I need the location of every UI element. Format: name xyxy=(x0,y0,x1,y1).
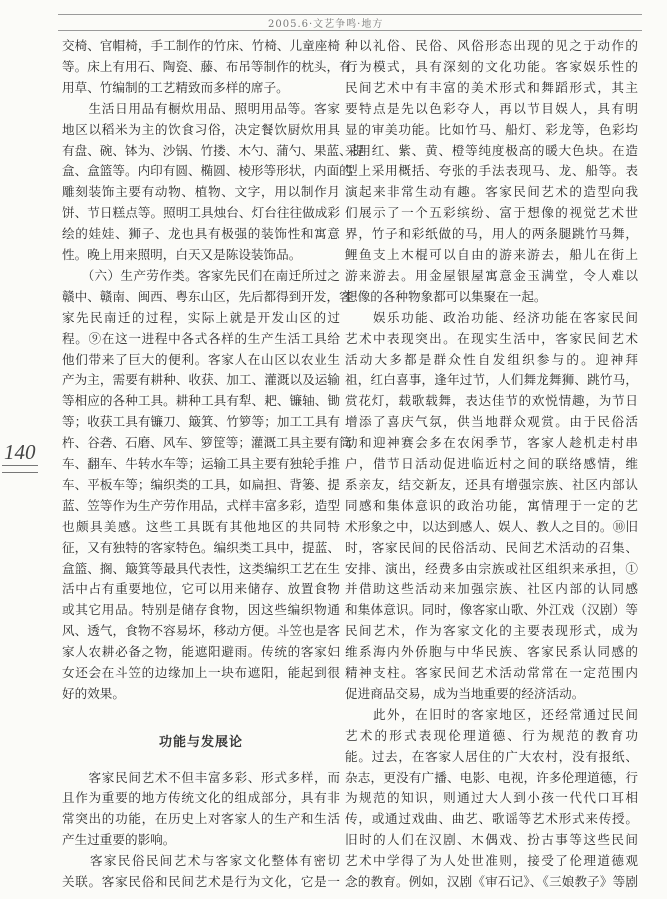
page-number: 140 xyxy=(4,440,36,464)
text-line: 要特点是先以色彩夺人，再以节目娱人，具有明 xyxy=(345,100,638,116)
text-line: 并借助这些活动来加强宗族、社区内部的认同感 xyxy=(345,581,638,597)
text-line: 等。床上有用石、陶瓷、藤、布吊等制作的枕头，有 xyxy=(62,58,352,74)
text-line: 有盘、碗、钵为、沙锅、竹搂、木勺、蒲勺、果蓝、提 xyxy=(62,142,365,158)
text-line: 行为模式，具有深刻的文化功能。客家娱乐性的 xyxy=(345,58,638,74)
text-line: 家人农耕必备之物，能遮阳避雨。传统的客家妇 xyxy=(62,644,340,660)
text-line: 型上采用概括、夸张的手法表现马、龙、船等。表 xyxy=(345,163,638,179)
text-line: 或其它用品。特别是储存食物，因这些编织物通 xyxy=(62,602,340,618)
text-line: 赏花灯，载歌载舞，表达佳节的欢悦情趣，为节日 xyxy=(345,393,638,409)
header-rule-bottom xyxy=(58,30,642,31)
text-line: 同感和集体意识的政治功能，寓情理于一定的艺 xyxy=(345,497,638,513)
text-line: 赣中、赣南、闽西、粤东山区，先后都得到开发，客 xyxy=(62,288,352,304)
text-line: 为规范的知识，则通过大人到小孩一代代口耳相 xyxy=(345,790,638,806)
section-heading: 功能与发展论 xyxy=(158,734,243,750)
page-number-rule xyxy=(2,465,38,466)
text-line: 杵、谷砻、石磨、风车、箩筐等；灌溉工具主要有筒 xyxy=(62,435,352,451)
text-line: 艺术的形式表现伦理道德、行为规范的教育功 xyxy=(345,727,638,743)
text-line: 且作为重要的地方传统文化的组成部分，具有非 xyxy=(62,790,340,806)
text-line: 念的教育。例如，汉剧《审石记》、《三娘教子》等剧 xyxy=(345,874,638,889)
text-line: 盒、盒篮等。内印有圆、椭圆、棱形等形状，内面的 xyxy=(62,163,352,179)
text-line: 和集体意识。同时，像客家山歌、外江戏（汉剧）等 xyxy=(345,602,638,618)
text-line: 程。⑨在这一进程中各式各样的生产生活工具给 xyxy=(62,330,340,346)
text-line: 产生过重要的影响。 xyxy=(62,832,176,848)
text-line: 维系海内外侨胞与中华民族、客家民系认同感的 xyxy=(345,644,638,660)
text-line: 艺术中表现突出。在现实生活中，客家民间艺术 xyxy=(345,330,638,346)
text-line: 祖，红白喜事，逢年过节，人们舞龙舞狮、跳竹马， xyxy=(345,372,638,388)
text-line: 他们带来了巨大的便利。客家人在山区以农业生 xyxy=(62,351,340,367)
text-line: 安排、演出，经费多由宗族或社区组织来承担，① xyxy=(345,560,638,576)
text-line: 好的效果。 xyxy=(62,685,125,701)
text-line: 女还会在斗笠的边缘加上一块布遮阳，能起到很 xyxy=(62,665,340,680)
text-line: 客家民俗民间艺术与客家文化整体有密切 xyxy=(62,853,340,869)
text-line: 民间艺术中有丰富的美术形式和舞蹈形式，其主 xyxy=(345,79,638,95)
text-line: 术形象之中，以达到感人、娱人、教人之目的。⑩旧 xyxy=(345,518,638,534)
text-line: 关联。客家民俗和民间艺术是行为文化，它是一 xyxy=(62,874,340,889)
text-line: 蓝、笠等作为生产劳作用品，式样丰富多彩，造型 xyxy=(62,497,340,513)
text-line: 也颇具美感。这些工具既有其他地区的共同特 xyxy=(62,518,340,534)
text-line: 家先民南迁的过程，实际上就是开发山区的过 xyxy=(62,309,340,325)
running-header: 2005.6·文艺争鸣·地方 xyxy=(268,19,384,30)
text-line: 想像的各种物象都可以集聚在一起。 xyxy=(345,288,547,304)
text-line: 等相应的各种工具。耕种工具有犁、耙、镰轴、锄 xyxy=(62,393,340,409)
text-line: 采用红、紫、黄、橙等纯度极高的暖大色块。在造 xyxy=(345,142,638,158)
text-line: 显的审美功能。比如竹马、船灯、彩龙等，色彩均 xyxy=(345,121,638,137)
text-line: 风、透气，食物不容易坏，移动方便。斗笠也是客 xyxy=(62,623,340,639)
text-line: 盒篮、搁、簸箕等最具代表性，这类编织工艺在生 xyxy=(62,560,340,576)
text-line: 旧时的人们在汉剧、木偶戏、扮古事等这些民间 xyxy=(345,832,638,848)
text-line: 客家民间艺术不但丰富多彩、形式多样，而 xyxy=(62,769,340,785)
text-line: 活动大多都是群众性自发组织参与的。迎神拜 xyxy=(345,351,638,367)
page-number-rule xyxy=(2,472,38,473)
text-line: 交椅、官帽椅，手工制作的竹床、竹椅、儿童座椅 xyxy=(62,38,340,53)
text-line: 地区以稻米为主的饮食习俗，决定餐饮厨炊用具 xyxy=(62,121,340,137)
text-line: 娱乐功能、政治功能、经济功能在客家民间 xyxy=(345,309,638,325)
text-line: 演起来非常生动有趣。客家民间艺术的造型向我 xyxy=(345,184,638,200)
text-line: 饼、节日糕点等。照明工具烛台、灯台往往做成彩 xyxy=(62,205,340,221)
text-line: 动和迎神赛会多在农闲季节，客家人趁机走村串 xyxy=(345,435,638,451)
text-line: 系亲友，结交新友，还具有增强宗族、社区内部认 xyxy=(345,476,638,492)
text-line: 能。过去，在客家人居住的广大农村，没有报纸、 xyxy=(345,748,638,764)
text-line: 界，竹子和彩纸做的马，用人的两条腿跳竹马舞， xyxy=(345,226,638,242)
text-line: 增添了喜庆气氛，供当地群众观赏。由于民俗活 xyxy=(345,414,638,430)
text-line: 等；收获工具有镰刀、簸箕、竹箩等；加工工具有 xyxy=(62,414,340,430)
text-line: 征，又有独特的客家特色。编织类工具中，提蓝、 xyxy=(62,539,340,555)
text-line: 车、翻车、牛转水车等；运输工具主要有独轮手推 xyxy=(62,456,340,471)
text-line: 此外，在旧时的客家地区，还经常通过民间 xyxy=(345,706,638,722)
text-line: 性。晚上用来照明，白天又是陈设装饰品。 xyxy=(62,247,302,262)
text-line: 民间艺术，作为客家文化的主要表现形式，成为 xyxy=(345,623,638,639)
text-line: （六）生产劳作类。客家先民们在南迁所过之 xyxy=(62,267,340,283)
text-line: 时，客家民间的民俗活动、民间艺术活动的召集、 xyxy=(345,539,638,555)
text-line: 游来游去。用金屋银屋寓意金玉满堂，令人难以 xyxy=(345,267,638,283)
text-line: 促进商品交易，成为当地重要的经济活动。 xyxy=(345,685,585,701)
text-line: 传，或通过戏曲、曲艺、歌谣等艺术形式来传授。 xyxy=(345,811,638,827)
text-line: 常突出的功能，在历史上对客家人的生产和生活 xyxy=(62,811,340,827)
text-line: 雕刻装饰主要有动物、植物、文字，用以制作月 xyxy=(62,184,340,200)
text-line: 用草、竹编制的工艺精致而多样的席子。 xyxy=(62,79,289,95)
text-line: 杂志，更没有广播、电影、电视，许多伦理道德，行 xyxy=(345,769,638,785)
text-line: 活中占有重要地位，它可以用来储存、放置食物 xyxy=(62,581,340,597)
text-line: 种以礼俗、民俗、风俗形态出现的见之于动作的 xyxy=(345,38,638,53)
text-line: 们展示了一个五彩缤纷、富于想像的视觉艺术世 xyxy=(345,205,638,221)
text-line: 户，借节日活动促进临近村之间的联络感情，维 xyxy=(345,456,638,471)
text-line: 精神支柱。客家民间艺术活动常常在一定范围内 xyxy=(345,665,638,680)
text-line: 艺术中学得了为人处世准则，接受了伦理道德观 xyxy=(345,853,638,869)
text-line: 生活日用品有橱炊用品、照明用品等。客家 xyxy=(62,100,340,116)
text-line: 绘的娃娃、狮子、龙也具有极强的装饰性和寓意 xyxy=(62,226,340,242)
text-line: 车、平板车等；编织类的工具，如扁担、背篓、提 xyxy=(62,476,340,492)
text-line: 产为主，需要有耕种、收获、加工、灌溉以及运输 xyxy=(62,372,340,388)
text-line: 鲤鱼支上木棍可以自由的游来游去，船儿在街上 xyxy=(345,247,638,262)
